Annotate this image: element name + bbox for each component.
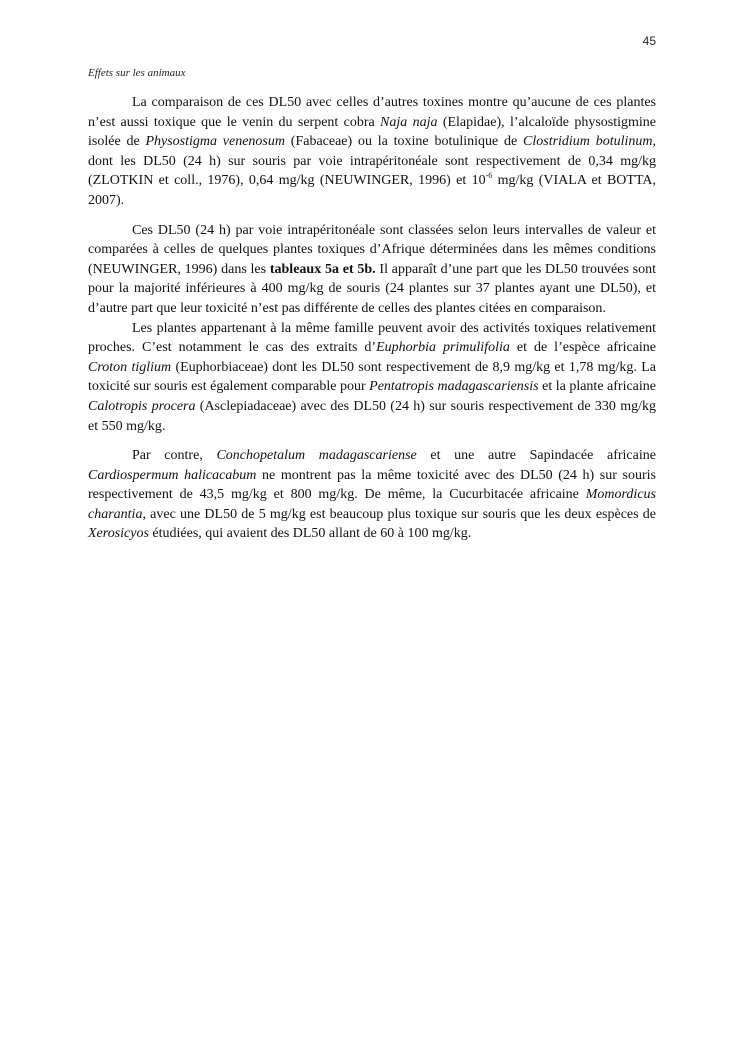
text-run: Il apparaît d’une part que les DL50 trouvées sont pour la majorité inférieures à 400 mg/kg de souris (24 plantes sur 37 plantes ayant une DL50), et d’autre part que leur toxicité n’est pas différente de celles des plantes citées en comparaison.	[88, 261, 656, 316]
text-run: et une autre Sapindacée africaine	[416, 448, 656, 464]
paragraph-dl50-classification	[88, 221, 656, 319]
paragraph-contrast	[88, 446, 656, 544]
paragraph-same-family	[88, 319, 656, 437]
species-name: Cardiospermum halicacabum	[88, 467, 257, 483]
text-run: (Euphorbiaceae) dont les DL50 sont respectivement de 8,9 mg/kg et 1,78 mg/kg. La toxicité sur souris est également comparable pour	[88, 359, 656, 395]
text-run: et la plante africaine	[538, 379, 657, 395]
species-name: Calotropis procera	[88, 398, 196, 414]
species-name: Euphorbia primulifolia	[376, 340, 510, 356]
text-run: Ces DL50 (24 h) par voie intrapéritonéale sont classées selon leurs intervalles de valeur et comparées à celles de quelques plantes toxiques d’Afrique déterminées dans les mêmes conditions (NEUWINGER, 1996) dans les	[88, 222, 656, 277]
document-body	[88, 93, 656, 544]
text-run: dont les DL50 (24 h) sur souris par voie intrapéritonéale sont respectivement de 0,34 mg/kg (ZLOTKIN et coll., 1976), 0,64 mg/kg (NEUWINGER, 1996) et 10	[88, 153, 656, 189]
text-run: Les plantes appartenant à la même famille peuvent avoir des activités toxiques relativement proches. C’est notamment le cas des extraits d’	[88, 320, 656, 356]
species-name: Conchopetalum madagascariense	[216, 448, 417, 464]
species-name: Croton tiglium	[88, 359, 172, 375]
text-run: Par contre,	[132, 448, 217, 464]
text-run: mg/kg (VIALA et BOTTA, 2007).	[88, 173, 657, 208]
exponent: -6	[485, 171, 493, 181]
species-name: Pentatropis madagascariensis	[369, 379, 539, 395]
running-header: Effets sur les animaux	[88, 67, 186, 79]
species-name: Momordicus charantia	[88, 487, 656, 522]
species-name: Physostigma venenosum	[145, 134, 285, 150]
species-name: Naja naja	[380, 114, 438, 130]
species-name: Clostridium botulinum,	[523, 134, 656, 150]
text-run: La comparaison de ces DL50 avec celles d’autres toxines montre qu’aucune de ces plantes n’est aussi toxique que le venin du serpent cobra	[88, 95, 656, 130]
text-run: (Asclepiadaceae) avec des DL50 (24 h) sur souris respectivement de 330 mg/kg et 550 mg/kg.	[88, 398, 656, 434]
table-reference: tableaux 5a et 5b.	[269, 261, 376, 277]
text-run: (Elapidae), l’alcaloïde physostigmine isolée de	[88, 114, 657, 150]
text-run: , avec une DL50 de 5 mg/kg est beaucoup plus toxique sur souris que les deux espèces de	[142, 506, 656, 522]
text-run: étudiées, qui avaient des DL50 allant de 60 à 100 mg/kg.	[148, 526, 472, 542]
text-run: (Fabaceae) ou la toxine botulinique de	[285, 134, 524, 150]
paragraph-toxin-comparison	[88, 93, 656, 211]
page-number: 45	[642, 34, 656, 48]
species-name: Xerosicyos	[88, 526, 149, 542]
text-run: ne montrent pas la même toxicité avec des DL50 (24 h) sur souris respectivement de 43,5 mg/kg et 800 mg/kg. De même, la Cucurbitacée africaine	[88, 467, 656, 503]
text-run: et de l’espèce africaine	[509, 340, 656, 356]
